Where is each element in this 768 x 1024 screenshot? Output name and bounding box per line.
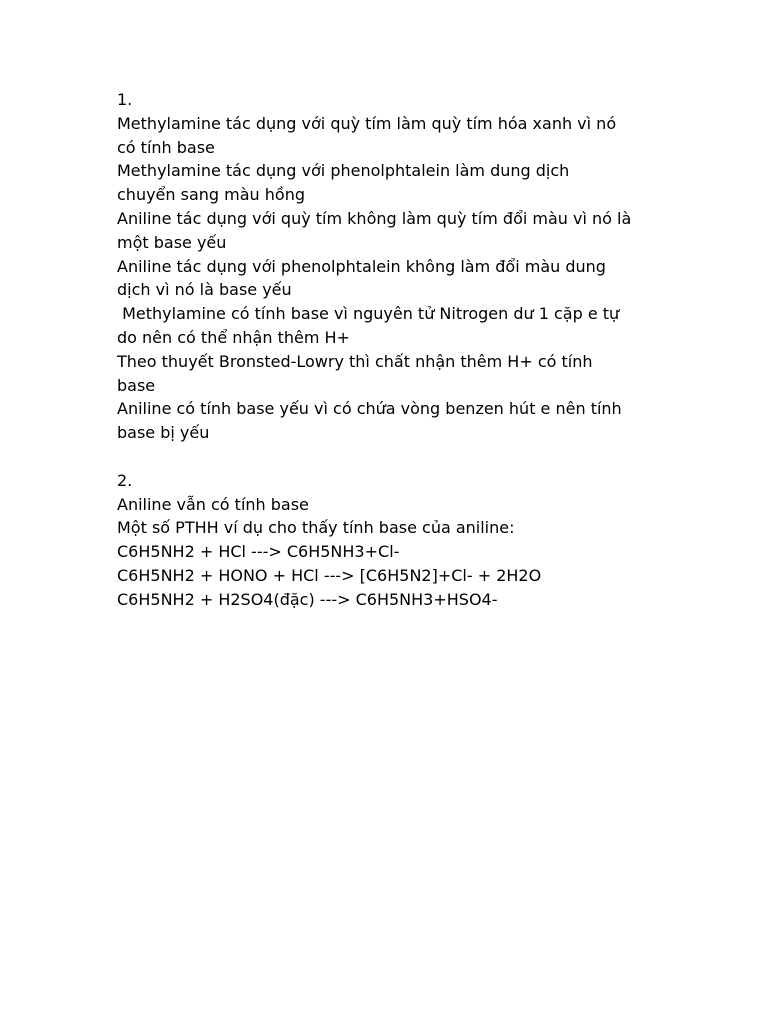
section-2-heading: 2. xyxy=(117,470,133,490)
section-1-line: base xyxy=(117,375,156,395)
section-1-line: do nên có thể nhận thêm H+ xyxy=(117,327,350,347)
section-2-line: Một số PTHH ví dụ cho thấy tính base của aniline: xyxy=(117,518,515,538)
section-2-line: Aniline vẫn có tính base xyxy=(117,494,309,514)
section-1-line: Methylamine tác dụng với quỳ tím làm quỳ tím hóa xanh vì nó xyxy=(117,113,617,133)
section-1-line: Methylamine tác dụng với phenolphtalein làm dung dịch xyxy=(117,161,570,181)
section-1-line: có tính base xyxy=(117,137,215,157)
equation-line: C6H5NH2 + HCl ---> C6H5NH3+Cl- xyxy=(117,542,400,562)
section-1-heading: 1. xyxy=(117,90,133,109)
blank-line xyxy=(117,445,662,469)
section-1-line: chuyển sang màu hồng xyxy=(117,185,305,205)
section-1-line: base bị yếu xyxy=(117,423,210,443)
section-1-line: Theo thuyết Bronsted-Lowry thì chất nhận thêm H+ có tính xyxy=(117,351,593,371)
section-1-line: dịch vì nó là base yếu xyxy=(117,280,292,300)
section-1-line: Aniline tác dụng với phenolphtalein không làm đổi màu dung xyxy=(117,256,606,276)
section-1-line: Methylamine có tính base vì nguyên tử Nitrogen dư 1 cặp e tự xyxy=(117,304,620,324)
section-1-line: Aniline tác dụng với quỳ tím không làm quỳ tím đổi màu vì nó là xyxy=(117,208,632,228)
document-body xyxy=(117,88,662,612)
section-1-line: Aniline có tính base yếu vì có chứa vòng benzen hút e nên tính xyxy=(117,399,622,419)
equation-line: C6H5NH2 + HONO + HCl ---> [C6H5N2]+Cl- + 2H2O xyxy=(117,565,542,585)
equation-line: C6H5NH2 + H2SO4(đặc) ---> C6H5NH3+HSO4- xyxy=(117,589,498,609)
section-1-line: một base yếu xyxy=(117,232,227,252)
